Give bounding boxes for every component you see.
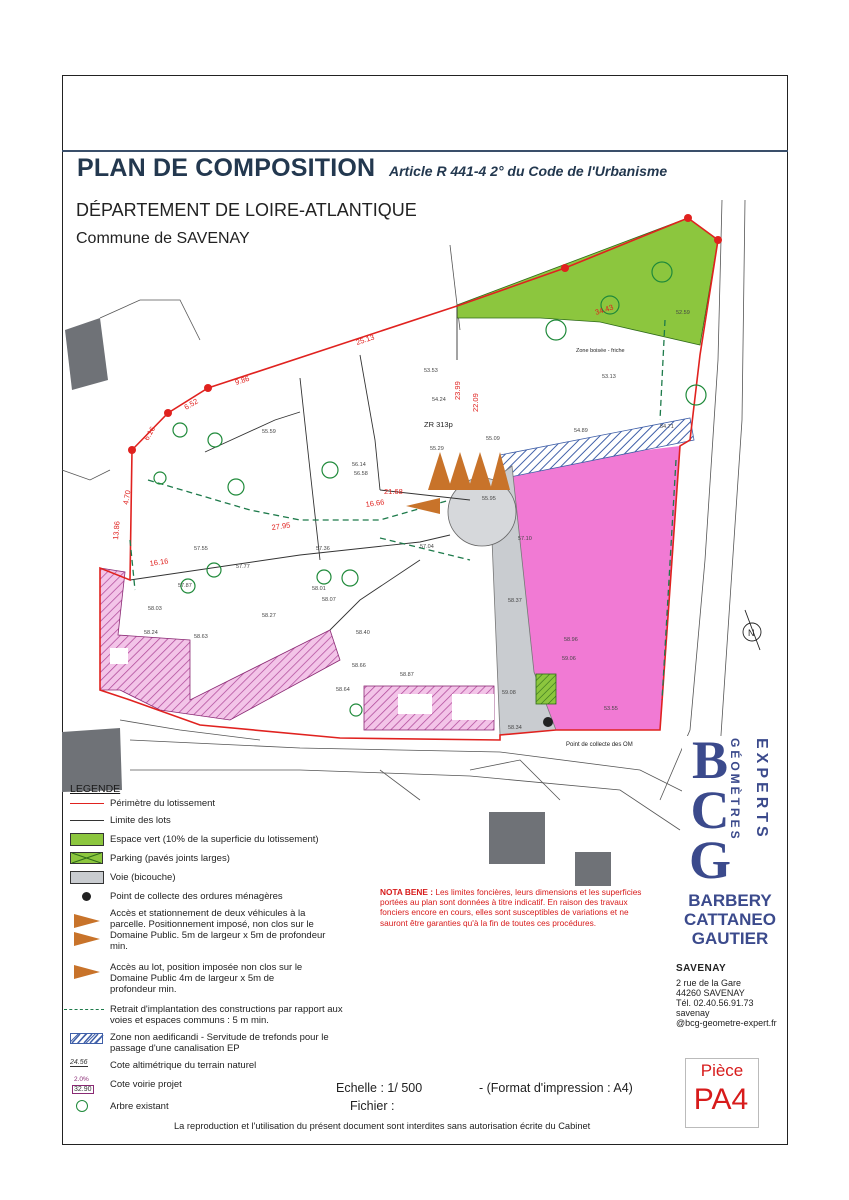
legend-item [70, 833, 360, 847]
alt-label: 58.07 [322, 597, 336, 603]
alt-label: 52.59 [676, 310, 690, 316]
legend-label: Accès et stationnement de deux véhicules à la parcelle. Positionnement imposé, non clos sur le Domaine Public. 5m de largeur x 5m de profondeur min. [110, 908, 326, 952]
nota-bold: NOTA BENE : [380, 887, 434, 897]
alt-label: 58.40 [356, 630, 370, 636]
zip-line: 44260 SAVENAY [676, 988, 745, 998]
dim-label: 21.68 [384, 487, 403, 496]
alt-label: 53.13 [602, 374, 616, 380]
dim-label: 6.16 [141, 424, 158, 442]
green-space-icon [70, 833, 104, 846]
legend-item [70, 890, 360, 904]
alt-label: 56.14 [352, 462, 366, 468]
collection-dot-icon [82, 892, 91, 901]
collection-point-label: Point de collecte des OM [566, 742, 633, 748]
piece-code: PA4 [693, 1083, 749, 1116]
alt-label: 53.55 [604, 706, 618, 712]
company-address [676, 964, 777, 1028]
alt-label: 58.24 [144, 630, 158, 636]
company-name-line: GAUTIER [691, 929, 769, 948]
altitude-sample: 24.56 [70, 1059, 88, 1066]
alt-label: 58.64 [336, 687, 350, 693]
copyright-notice: La reproduction et l'utilisation du présent document sont interdites sans autorisation écrite du Cabinet [174, 1121, 591, 1131]
alt-label: 58.66 [352, 663, 366, 669]
legend-item [70, 908, 360, 954]
legend-label: Cote voirie projet [110, 1079, 182, 1090]
page-title: PLAN DE COMPOSITION [77, 154, 376, 182]
servitude-hatch-icon [70, 1033, 104, 1045]
alt-label: 57.77 [236, 564, 250, 570]
legend-label: Parking (pavés joints larges) [110, 853, 230, 864]
dim-label: 25.13 [354, 332, 376, 347]
alt-label: 54.89 [574, 428, 588, 434]
alt-label: 57.36 [316, 546, 330, 552]
alt-label: 57.87 [178, 583, 192, 589]
legend-item [70, 1078, 360, 1098]
legend-label: Voie (bicouche) [110, 872, 176, 883]
dim-label: 9.86 [233, 373, 251, 387]
legend-label: Espace vert (10% de la superficie du lotissement) [110, 834, 319, 845]
alt-label: 53.53 [424, 368, 438, 374]
building-window-2 [452, 694, 494, 720]
road-level-sample: 32.90 [74, 1086, 92, 1093]
legend-item [70, 852, 360, 866]
alt-label: 55.09 [486, 436, 500, 442]
department-label: DÉPARTEMENT DE LOIRE-ATLANTIQUE [76, 200, 417, 220]
dim-label: 4.70 [121, 489, 133, 506]
phone-line: Tél. 02.40.56.91.73 [676, 998, 754, 1008]
email-domain: @bcg-geometre-expert.fr [676, 1018, 777, 1028]
legend-item [70, 1100, 360, 1114]
legend-item [70, 1004, 360, 1028]
nota-text: Les limites foncières, leurs dimensions et les superficies portées au plan sont données à titre indicatif. En raison des travaux fonciers encore en cours, elles sont susceptibles de variations et ne sauront être garanties qu'à la fin de toutes ces procédures. [380, 887, 642, 928]
legend-label: Limite des lots [110, 815, 171, 826]
print-format: - (Format d'impression : A4) [479, 1081, 633, 1095]
legend-title: LEGENDE [70, 783, 121, 795]
email-user: savenay [676, 1008, 710, 1018]
legend-label: Cote altimétrique du terrain naturel [110, 1060, 257, 1071]
tree-icon [76, 1100, 88, 1112]
road-slope-sample: 2.0% [74, 1076, 89, 1083]
road-icon [70, 871, 104, 884]
piece-label: Pièce [700, 1061, 744, 1080]
dim-label: 27.95 [271, 520, 291, 532]
svg-text:N: N [748, 628, 755, 638]
dim-label: 16.16 [149, 556, 169, 568]
company-name-line: CATTANEO [684, 910, 776, 929]
building-window-1 [398, 694, 432, 714]
alt-label: 54.71 [660, 424, 674, 430]
file-label: Fichier : [350, 1099, 395, 1113]
alt-label: 55.95 [482, 496, 496, 502]
legend-label: Point de collecte des ordures ménagères [110, 891, 283, 902]
alt-label: 58.01 [312, 586, 326, 592]
parking-icon [70, 852, 104, 865]
alt-label: 59.06 [562, 656, 576, 662]
parcel-ref: ZR 313p [424, 420, 453, 429]
waste-collection-point [543, 717, 553, 727]
logo-word-geometres: GÉOMÈTRES [728, 738, 742, 842]
alt-label: 58.03 [148, 606, 162, 612]
legend-label: Arbre existant [110, 1101, 169, 1112]
alt-label: 59.08 [502, 690, 516, 696]
company-city: SAVENAY [676, 963, 727, 974]
page-subtitle: Article R 441-4 2° du Code de l'Urbanisme [389, 163, 668, 179]
parking-area [536, 674, 556, 704]
alt-label: 55.29 [430, 446, 444, 452]
logo-word-experts: EXPERTS [753, 738, 770, 841]
red-line-icon [70, 803, 104, 804]
alt-label: 55.59 [262, 429, 276, 435]
retreat-line-icon [64, 1009, 104, 1010]
legend-item [70, 871, 360, 885]
nota-bene [380, 887, 642, 928]
alt-label: 58.37 [508, 598, 522, 604]
green-space-area [457, 218, 718, 345]
dim-label: 13.86 [111, 520, 122, 541]
alt-label: 56.58 [354, 471, 368, 477]
dim-label: 6.52 [182, 396, 200, 412]
dim-label: 16.66 [365, 497, 385, 509]
legend-list [70, 798, 360, 1114]
legend-label: Périmètre du lotissement [110, 798, 216, 809]
north-arrow [743, 610, 761, 650]
alt-label: 57.55 [194, 546, 208, 552]
double-access-icon [70, 912, 104, 952]
alt-label: 57.10 [518, 536, 532, 542]
dim-label: 23.99 [453, 381, 462, 400]
alt-label: 54.24 [432, 397, 446, 403]
company-name-line: BARBERY [688, 891, 772, 910]
legend-item [70, 798, 360, 811]
commune-label: Commune de SAVENAY [76, 230, 250, 247]
dim-label: 22.09 [471, 393, 480, 412]
alt-label: 58.34 [508, 725, 522, 731]
existing-buildings [100, 568, 494, 730]
legend-label: Accès au lot, position imposée non clos sur le Domaine Public 4m de largeur x 5m de profondeur min. [110, 962, 303, 995]
small-white-patch [110, 648, 128, 664]
alt-label: 58.87 [400, 672, 414, 678]
legend-item [70, 962, 360, 998]
dim-label: 34.43 [593, 302, 615, 317]
legend-item [70, 815, 360, 828]
zone-label: Zone boisée - friche [576, 348, 625, 354]
thin-line-icon [70, 820, 104, 821]
lot-limits [130, 305, 470, 630]
legend-item [70, 1060, 360, 1074]
alt-label: 57.04 [420, 544, 434, 550]
alt-label: 58.96 [564, 637, 578, 643]
company-name [680, 891, 780, 948]
alt-label: 58.63 [194, 634, 208, 640]
alt-label: 58.27 [262, 613, 276, 619]
single-access-icon [70, 964, 104, 980]
scale-label: Echelle : 1/ 500 [336, 1081, 423, 1095]
legend-item [70, 1032, 360, 1056]
logo-letters: BCG [688, 730, 731, 890]
legend-label: Zone non aedificandi - Servitude de trefonds pour le passage d'une canalisation EP [110, 1032, 329, 1054]
address-line: 2 rue de la Gare [676, 978, 742, 988]
legend-label: Retrait d'implantation des constructions par rapport aux voies et espaces communs : 5 m min. [110, 1004, 343, 1026]
